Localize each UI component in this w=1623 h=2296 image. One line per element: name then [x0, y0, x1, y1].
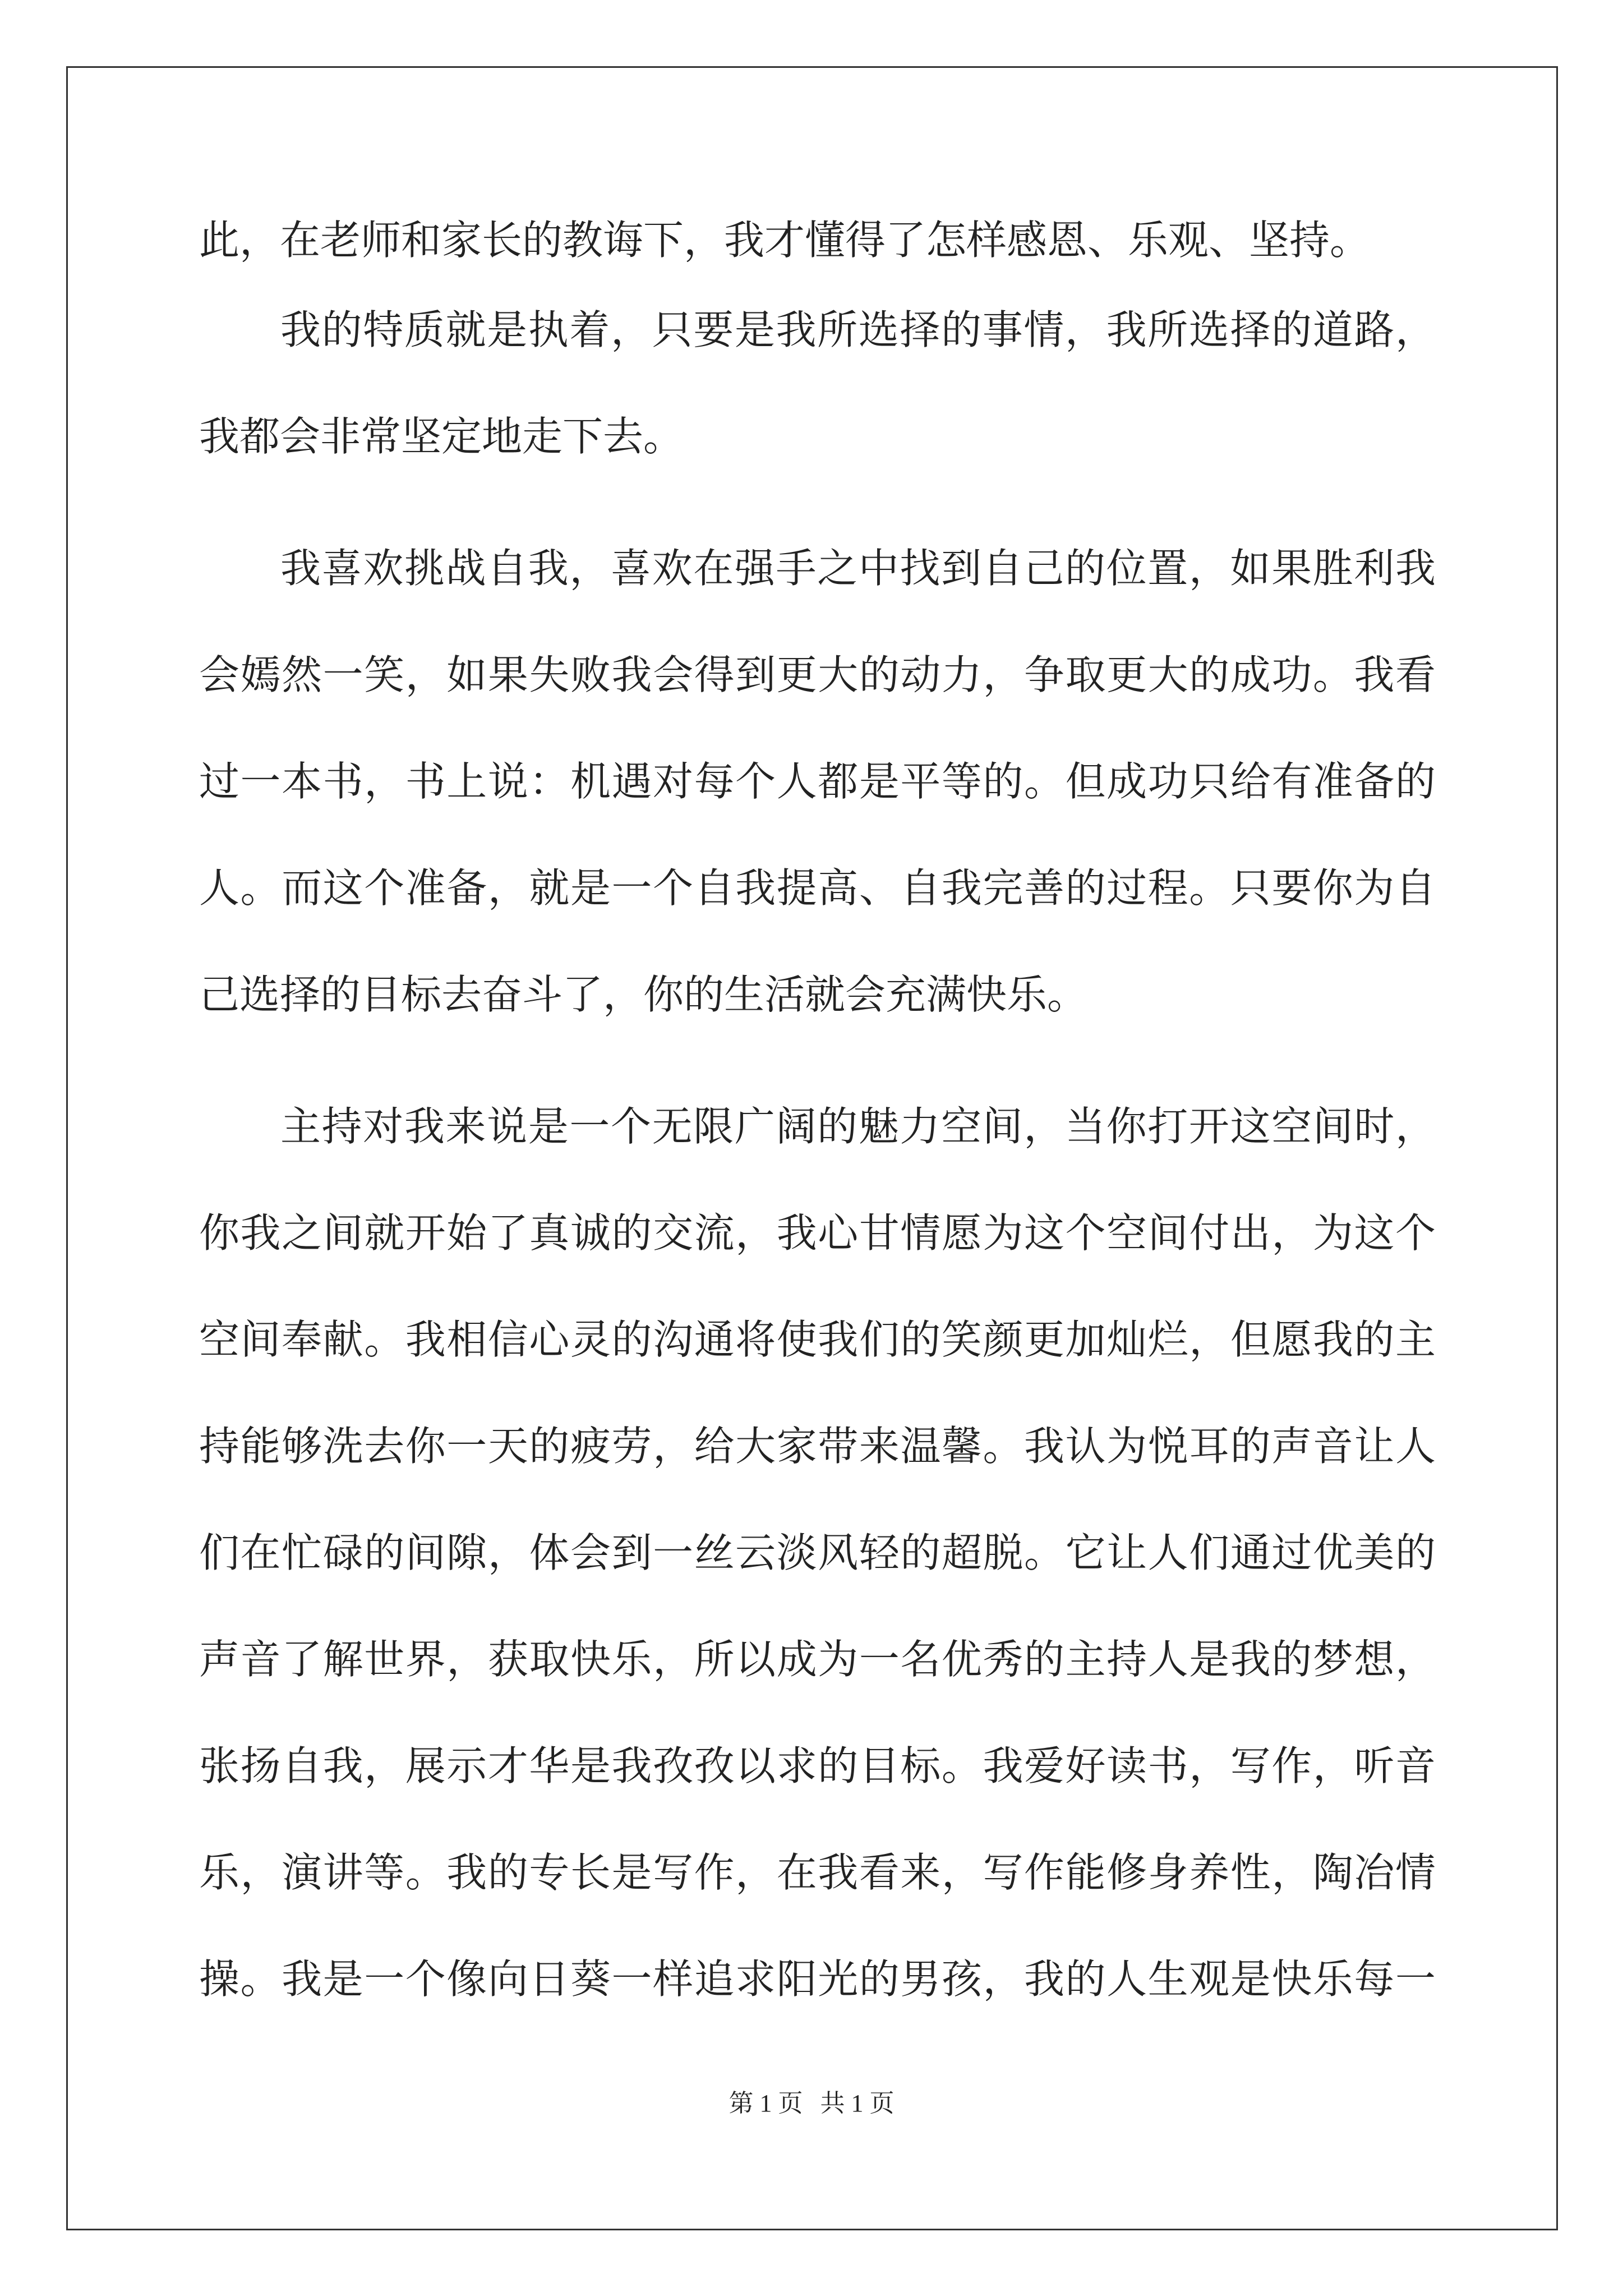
text-line: 空间奉献。我相信心灵的沟通将使我们的笑颜更加灿烂，但愿我的主: [199, 1316, 1436, 1363]
text-line: 此，在老师和家长的教诲下，我才懂得了怎样感恩、乐观、坚持。: [199, 217, 1371, 264]
text-line: 会嫣然一笑，如果失败我会得到更大的动力，争取更大的成功。我看: [199, 651, 1436, 698]
text-line: 过一本书，书上说：机遇对每个人都是平等的。但成功只给有准备的: [199, 758, 1436, 805]
text-line: 持能够洗去你一天的疲劳，给大家带来温馨。我认为悦耳的声音让人: [199, 1423, 1436, 1470]
page-number: 第 1 页: [728, 2090, 803, 2117]
text-line: 你我之间就开始了真诚的交流，我心甘情愿为这个空间付出，为这个: [199, 1209, 1436, 1257]
text-line: 们在忙碌的间隙，体会到一丝云淡风轻的超脱。它让人们通过优美的: [199, 1529, 1436, 1576]
text-line: 己选择的目标去奋斗了，你的生活就会充满快乐。: [199, 971, 1088, 1018]
page-total: 共 1 页: [820, 2090, 895, 2117]
paragraph-first-line: 我喜欢挑战自我，喜欢在强手之中找到自己的位置，如果胜利我: [280, 545, 1436, 592]
paragraph-first-line: 我的特质就是执着，只要是我所选择的事情，我所选择的道路，: [280, 306, 1436, 353]
page-footer: [0, 2087, 1623, 2120]
text-line: 操。我是一个像向日葵一样追求阳光的男孩，我的人生观是快乐每一: [199, 1955, 1436, 2003]
text-line: 我都会非常坚定地走下去。: [199, 413, 684, 460]
text-line: 声音了解世界，获取快乐，所以成为一名优秀的主持人是我的梦想，: [199, 1636, 1436, 1683]
text-line: 人。而这个准备，就是一个自我提高、自我完善的过程。只要你为自: [199, 864, 1436, 912]
text-line: 乐，演讲等。我的专长是写作，在我看来，写作能修身养性，陶冶情: [199, 1849, 1436, 1896]
paragraph-first-line: 主持对我来说是一个无限广阔的魅力空间，当你打开这空间时，: [280, 1103, 1436, 1150]
text-line: 张扬自我，展示才华是我孜孜以求的目标。我爱好读书，写作，听音: [199, 1742, 1436, 1789]
